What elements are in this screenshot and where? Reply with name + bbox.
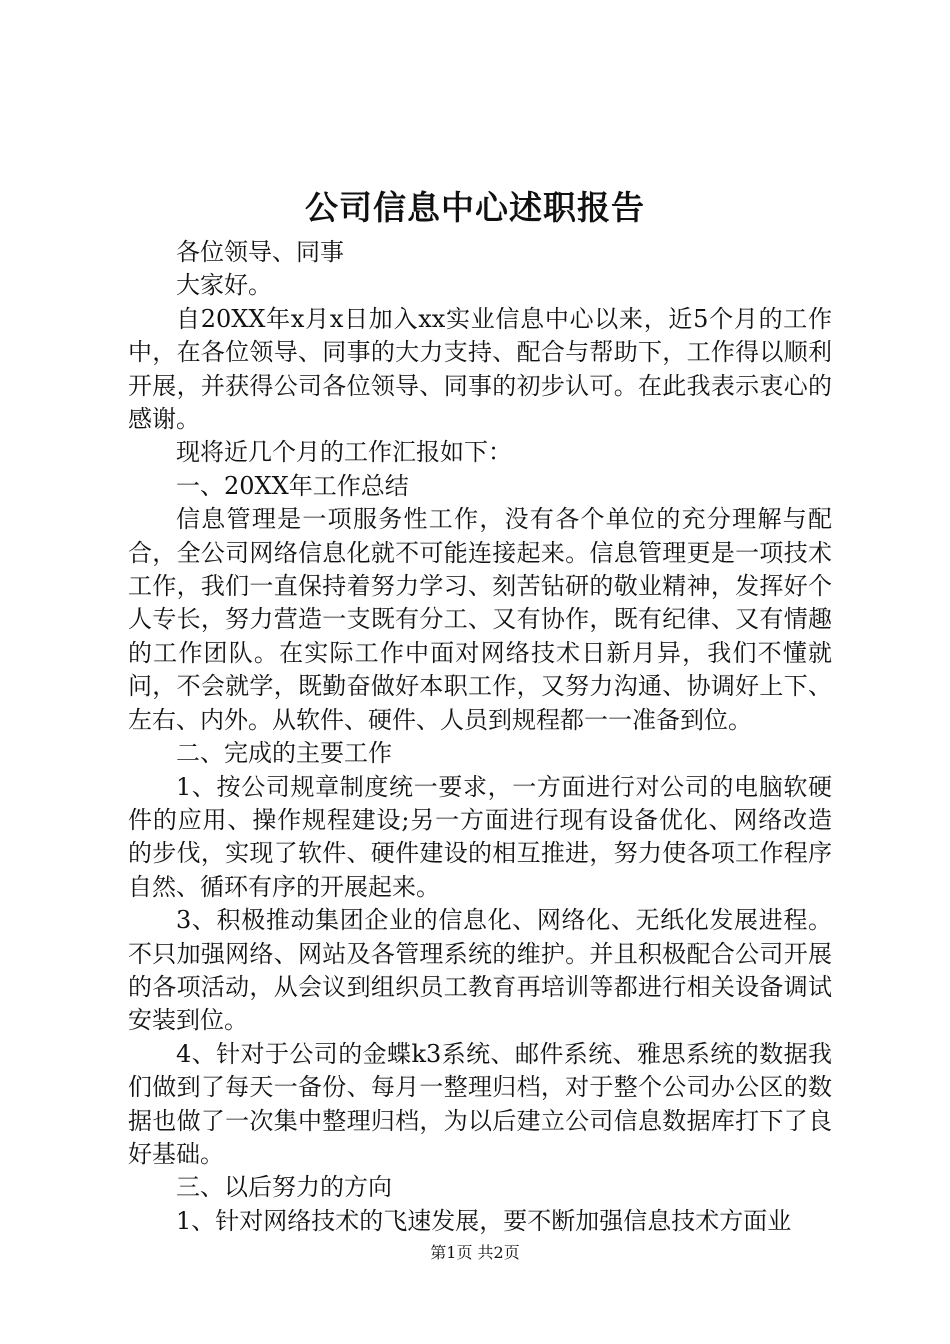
paragraph-intro: 自20XX年x月x日加入xx实业信息中心以来，近5个月的工作中，在各位领导、同事的大力支持、配合与帮助下，工作得以顺利开展，并获得公司各位领导、同事的初步认可。在此我表示衷心的感谢。 bbox=[128, 304, 832, 434]
paragraph-work-item-4: 4、针对于公司的金蝶k3系统、邮件系统、雅思系统的数据我们做到了每天一备份、每月一整理归档，对于整个公司办公区的数据也做了一次集中整理归档，为以后建立公司信息数据库打下了良好基础。 bbox=[128, 1039, 832, 1168]
paragraph-work-item-1: 1、按公司规章制度统一要求，一方面进行对公司的电脑软硬件的应用、操作规程建设;另一方面进行现有设备优化、网络改造的步伐，实现了软件、硬件建设的相互推进，努力使各项工作程序自然、循环有序的开展起来。 bbox=[128, 772, 832, 901]
section-heading-main-work: 二、完成的主要工作 bbox=[176, 739, 392, 768]
document-title: 公司信息中心述职报告 bbox=[305, 188, 645, 227]
document-body bbox=[128, 236, 832, 1238]
paragraph-future-item-1: 1、针对网络技术的飞速发展，要不断加强信息技术方面业 bbox=[176, 1206, 792, 1235]
paragraph-work-item-3: 3、积极推动集团企业的信息化、网络化、无纸化发展进程。不只加强网络、网站及各管理系统的维护。并且积极配合公司开展的各项活动，从会议到组织员工教育再培训等都进行相关设备调试安装到位。 bbox=[128, 906, 832, 1035]
paragraph-report-lead: 现将近几个月的工作汇报如下： bbox=[176, 438, 512, 467]
section-heading-summary: 一、20XX年工作总结 bbox=[176, 471, 409, 500]
section-heading-future: 三、以后努力的方向 bbox=[176, 1173, 392, 1202]
paragraph-summary: 信息管理是一项服务性工作，没有各个单位的充分理解与配合，全公司网络信息化就不可能连接起来。信息管理更是一项技术工作，我们一直保持着努力学习、刻苦钻研的敬业精神，发挥好个人专长，努力营造一支既有分工、又有协作，既有纪律、又有情趣的工作团队。在实际工作中面对网络技术日新月异，我们不懂就问，不会就学，既勤奋做好本职工作，又努力沟通、协调好上下、左右、内外。从软件、硬件、人员到规程都一一准备到位。 bbox=[128, 505, 832, 734]
page-footer: 第1页 共2页 bbox=[430, 1243, 520, 1262]
paragraph-greeting: 大家好。 bbox=[176, 271, 272, 300]
paragraph-salutation: 各位领导、同事 bbox=[176, 238, 344, 266]
